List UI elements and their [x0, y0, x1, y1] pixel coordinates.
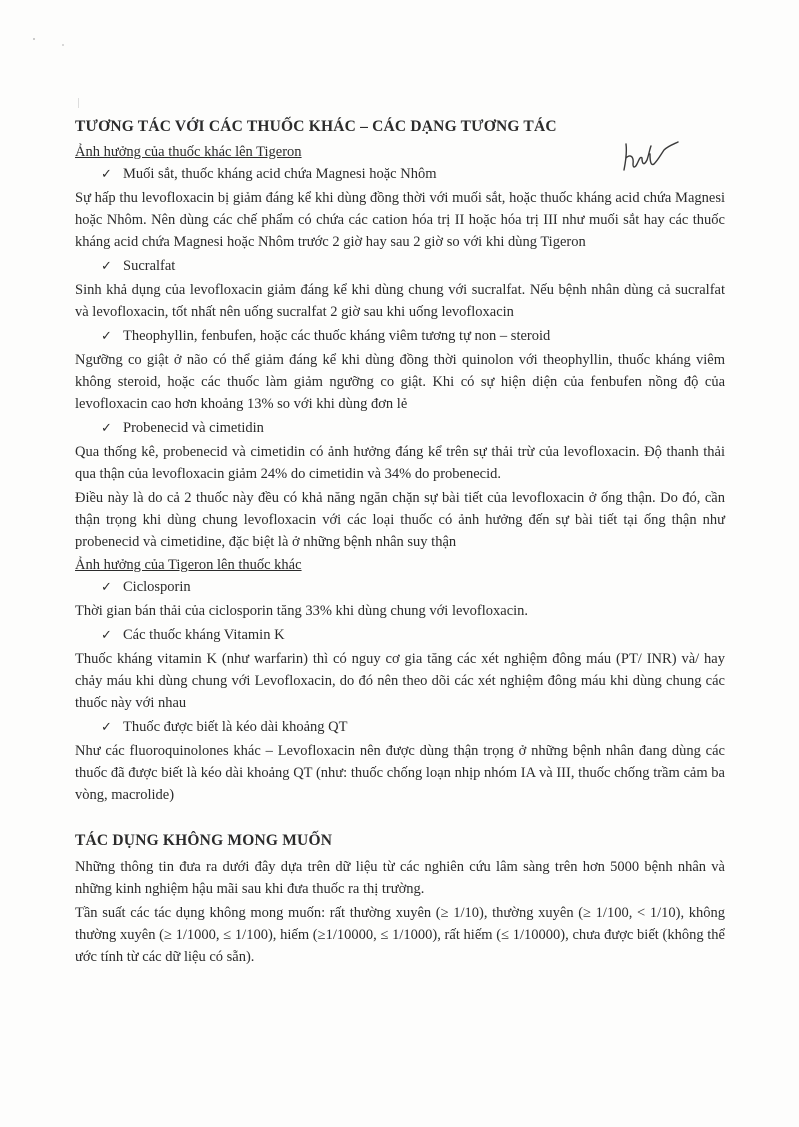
scan-speck	[62, 44, 64, 46]
bullet-item	[101, 624, 725, 647]
paragraph: Thuốc kháng vitamin K (như warfarin) thì có nguy cơ gia tăng các xét nghiệm đông máu (PT/ INR) và/ hay chảy máu khi dùng chung với Levofloxacin, do đó nên theo dõi các xét nghiệm đông máu khi dùng chung các thuốc này với nhau	[75, 651, 725, 711]
paragraph: Điều này là do cả 2 thuốc này đều có khả năng ngăn chặn sự bài tiết của levofloxacin ở ống thận. Do đó, cần thận trọng khi dùng chung levofloxacin với các loại thuốc có ảnh hưởng đến sự bài tiết tại ống thận như probenecid và cimetidine, đặc biệt là ở những bệnh nhân suy thận	[75, 490, 725, 550]
paragraph: Ngưỡng co giật ở não có thể giảm đáng kể khi dùng đồng thời quinolon với theophyllin, thuốc kháng viêm không steroid, hoặc các thuốc làm giảm ngưỡng co giật. Khi có sự hiện diện của fenbufen nồng độ của levofloxacin cao hơn khoảng 13% so với khi dùng đơn lẻ	[75, 352, 725, 412]
paragraph: Những thông tin đưa ra dưới đây dựa trên dữ liệu từ các nghiên cứu lâm sàng trên hơn 5000 bệnh nhân và những kinh nghiệm hậu mãi sau khi đưa thuốc ra thị trường.	[75, 859, 725, 897]
bullet-text: Muối sắt, thuốc kháng acid chứa Magnesi hoặc Nhôm	[123, 166, 437, 182]
paragraph: Qua thống kê, probenecid và cimetidin có ảnh hưởng đáng kể trên sự thải trừ của levofloxacin. Độ thanh thải qua thận của levofloxacin giảm 24% do cimetidin và 34% do probenecid.	[75, 444, 725, 482]
paragraph: Như các fluoroquinolones khác – Levofloxacin nên được dùng thận trọng ở những bệnh nhân đang dùng các thuốc đã được biết là kéo dài khoảng QT (như: thuốc chống loạn nhịp nhóm IA và III, thuốc chống trầm cảm ba vòng, macrolide)	[75, 743, 725, 803]
checkmark-icon: ✓	[101, 329, 112, 344]
document-content	[75, 116, 725, 970]
bullet-text: Probenecid và cimetidin	[123, 420, 264, 436]
bullet-item	[101, 576, 725, 599]
checkmark-icon: ✓	[101, 628, 112, 643]
bullet-item	[101, 417, 725, 440]
checkmark-icon: ✓	[101, 720, 112, 735]
scan-speck	[78, 98, 79, 108]
checkmark-icon: ✓	[101, 580, 112, 595]
bullet-item	[101, 325, 725, 348]
scan-speck	[33, 38, 35, 40]
bullet-item	[101, 255, 725, 278]
bullet-text: Theophyllin, fenbufen, hoặc các thuốc kháng viêm tương tự non – steroid	[123, 328, 551, 344]
bullet-text: Sucralfat	[123, 258, 176, 274]
paragraph: Sự hấp thu levofloxacin bị giảm đáng kể khi dùng đồng thời với muối sắt, hoặc thuốc kháng acid chứa Magnesi hoặc Nhôm. Nên dùng các chế phẩm có chứa các cation hóa trị II hoặc hóa trị III như muối sắt hay các thuốc kháng acid chứa Magnesi hoặc Nhôm trước 2 giờ hay sau 2 giờ so với khi dùng Tigeron	[75, 190, 725, 250]
bullet-text: Ciclosporin	[123, 579, 191, 595]
section-heading-side-effects: TÁC DỤNG KHÔNG MONG MUỐN	[75, 832, 333, 849]
checkmark-icon: ✓	[101, 259, 112, 274]
section-gap	[75, 808, 725, 830]
checkmark-icon: ✓	[101, 421, 112, 436]
bullet-item	[101, 716, 725, 739]
checkmark-icon: ✓	[101, 167, 112, 182]
bullet-text: Các thuốc kháng Vitamin K	[123, 627, 285, 643]
section-heading-interactions: TƯƠNG TÁC VỚI CÁC THUỐC KHÁC – CÁC DẠNG TƯƠNG TÁC	[75, 118, 557, 135]
paragraph: Thời gian bán thải của ciclosporin tăng 33% khi dùng chung với levofloxacin.	[75, 603, 529, 619]
paragraph: Tần suất các tác dụng không mong muốn: rất thường xuyên (≥ 1/10), thường xuyên (≥ 1/100, < 1/10), không thường xuyên (≥ 1/1000, ≤ 1/100), hiếm (≥1/10000, ≤ 1/1000), rất hiếm (≤ 1/10000), chưa được biết (không thể ước tính từ các dữ liệu có sẵn).	[75, 905, 725, 965]
subheading-effect-of-tigeron: Ảnh hưởng của Tigeron lên thuốc khác	[75, 557, 302, 573]
paragraph: Sinh khả dụng của levofloxacin giảm đáng kể khi dùng chung với sucralfat. Nếu bệnh nhân dùng cả sucralfat và levofloxacin, tốt nhất nên uống sucralfat 2 giờ sau khi uống levofloxacin	[75, 282, 725, 320]
subheading-effect-on-tigeron: Ảnh hưởng của thuốc khác lên Tigeron	[75, 144, 302, 160]
bullet-text: Thuốc được biết là kéo dài khoảng QT	[123, 719, 348, 735]
bullet-item	[101, 163, 725, 186]
